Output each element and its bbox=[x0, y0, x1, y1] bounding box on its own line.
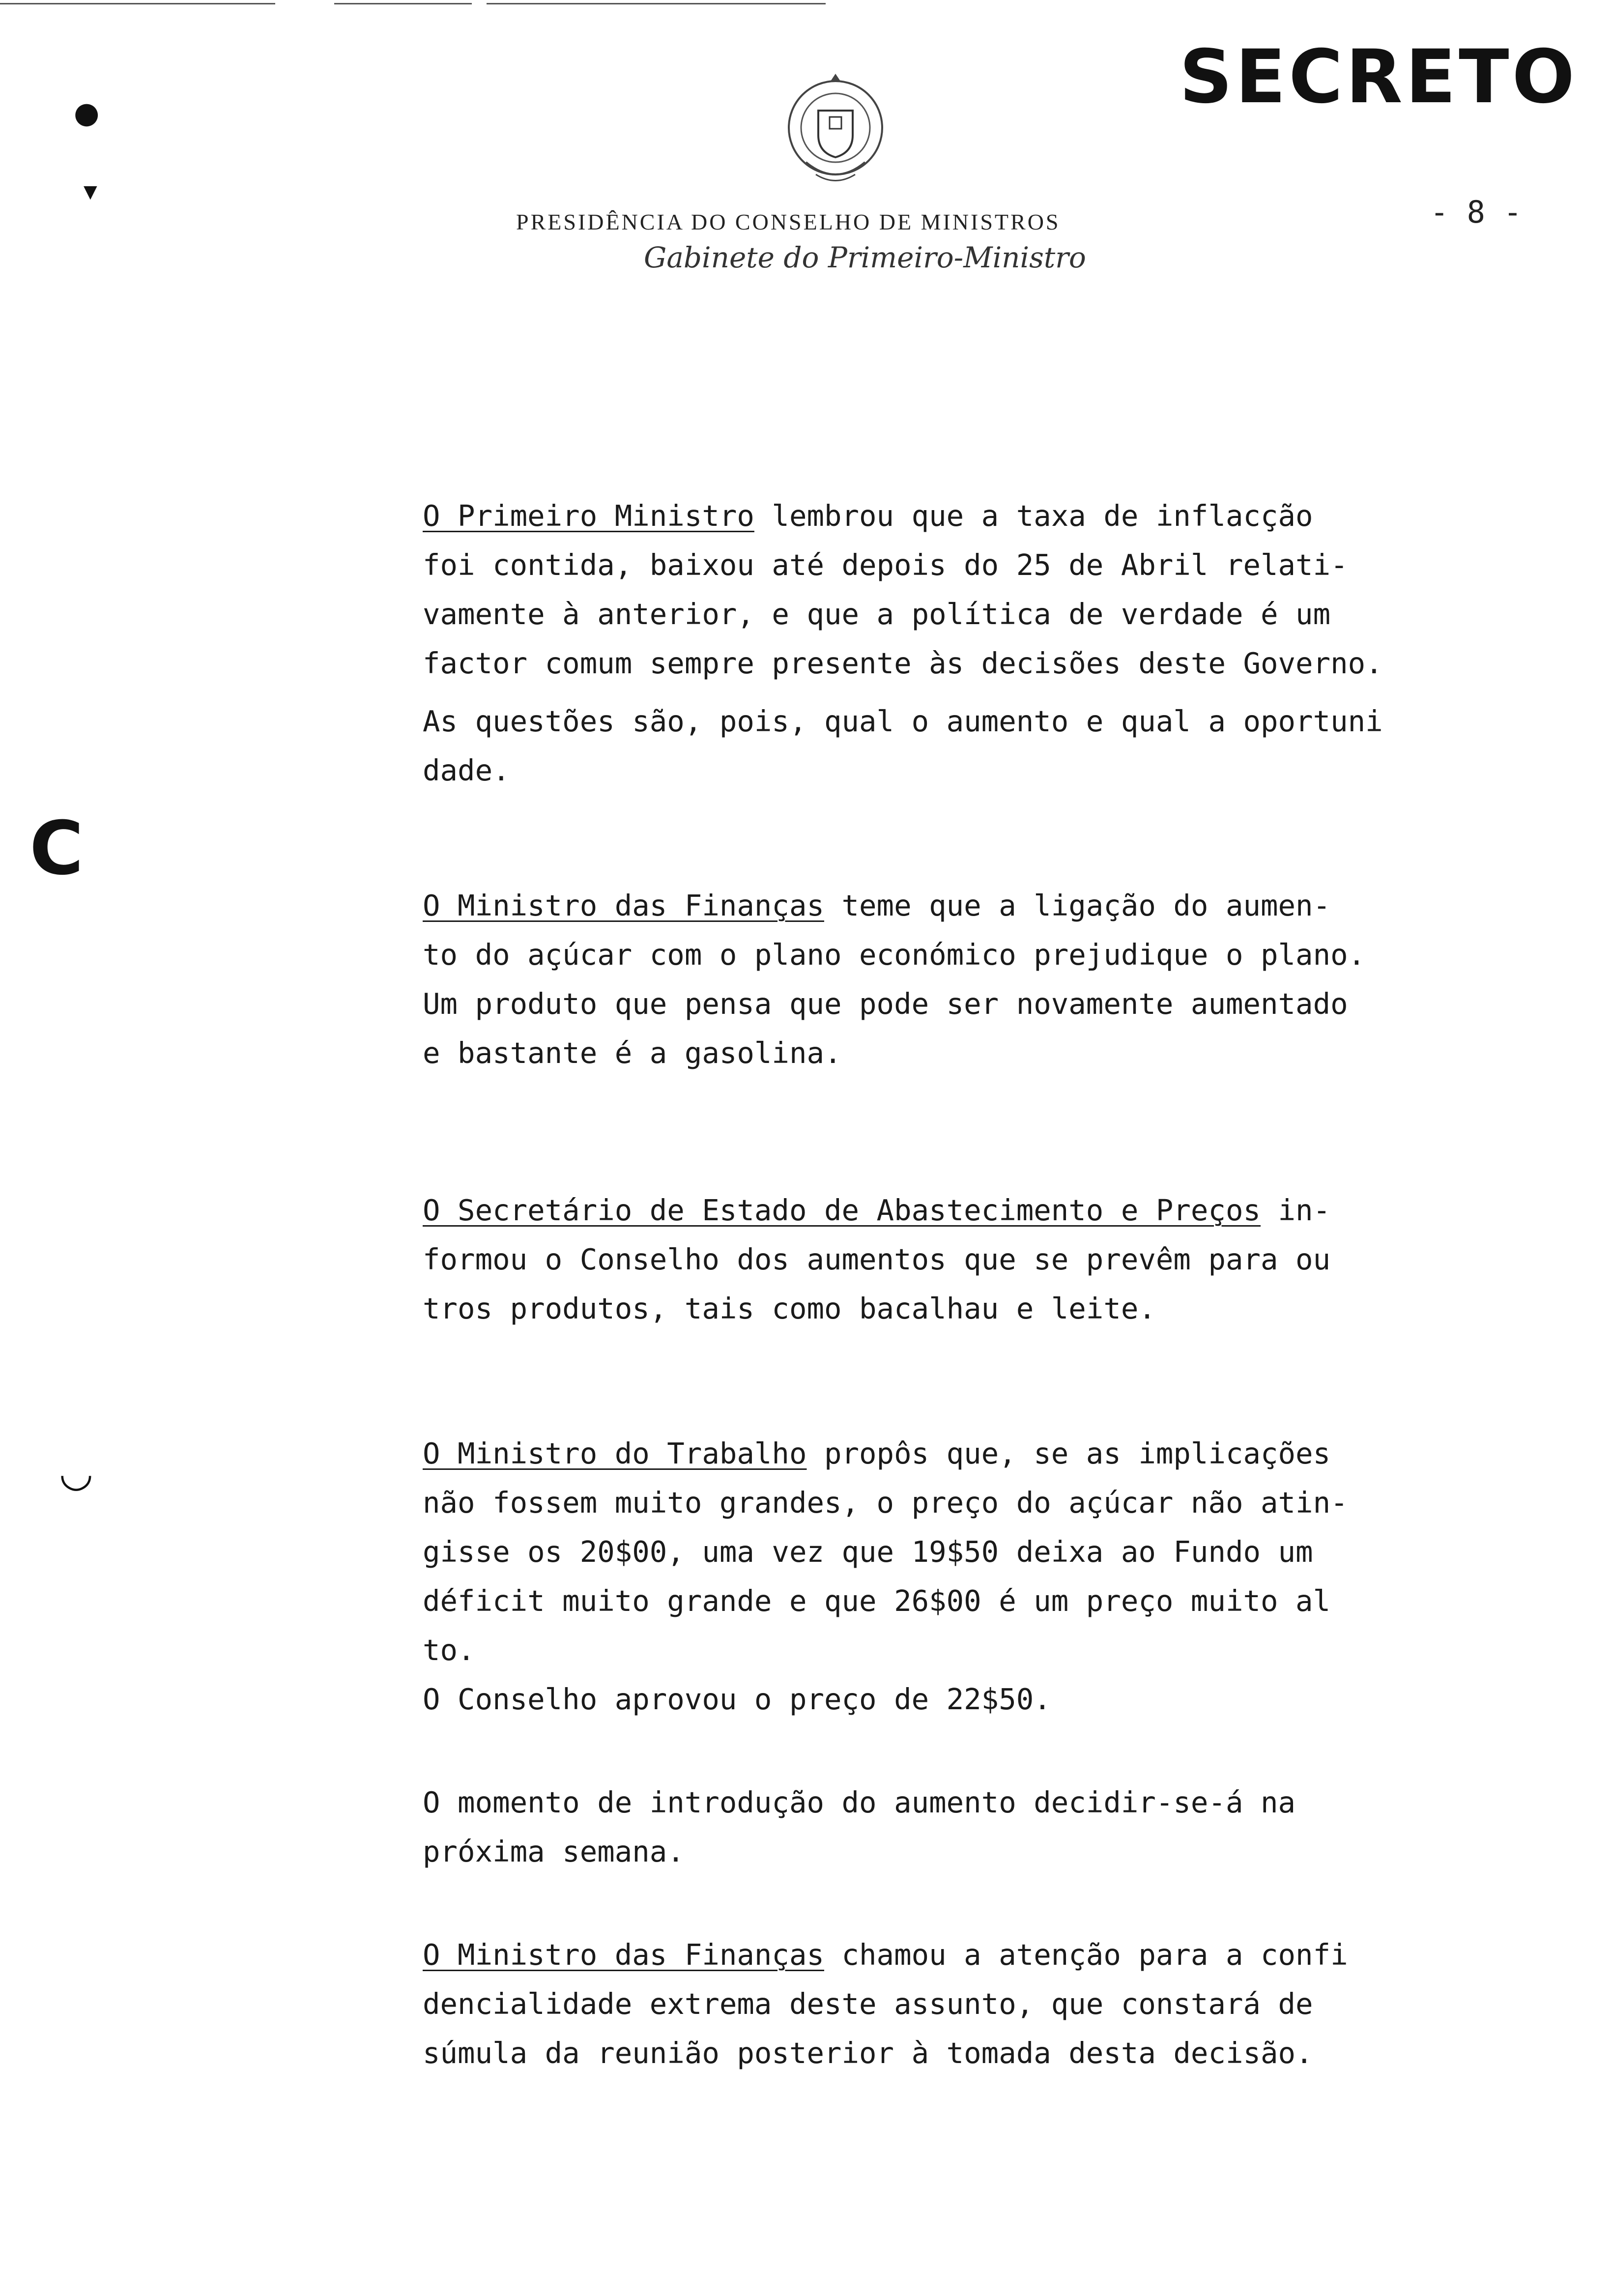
punch-mark-small: ▼ bbox=[84, 182, 97, 202]
paragraph-council-approval bbox=[423, 1675, 1533, 1724]
paragraph-confidentiality bbox=[423, 1930, 1533, 2078]
paragraph-timing bbox=[423, 1778, 1533, 1876]
speaker-name: O Ministro do Trabalho bbox=[423, 1436, 807, 1470]
speaker-name: O Secretário de Estado de Abastecimento e Preços bbox=[423, 1193, 1261, 1227]
paragraph-text: O Conselho aprovou o preço de 22$50. bbox=[423, 1682, 1051, 1716]
paragraph-text: teme que a ligação do aumen- to do açúcar com o plano económico prejudique o plano. Um produto que pensa que pode ser novamente aumentado e bastante é a gasolina. bbox=[423, 889, 1366, 1070]
paragraph-text: propôs que, se as implicações não fossem muito grandes, o preço do açúcar não atin- gisse os 20$00, uma vez que 19$50 deixa ao Fundo um déficit muito grande e que 26$00 é um preço muito al to. bbox=[423, 1436, 1348, 1667]
paragraph-questions bbox=[423, 697, 1533, 795]
top-rule-right bbox=[487, 3, 826, 4]
top-rule-mid bbox=[334, 3, 472, 4]
scan-artifact-mark: ◡ bbox=[59, 1450, 93, 1495]
paragraph-ministro-trabalho bbox=[423, 1429, 1533, 1675]
punch-mark-top: ● bbox=[74, 96, 100, 130]
speaker-name: O Ministro das Finanças bbox=[423, 1938, 824, 1972]
letterhead-title: PRESIDÊNCIA DO CONSELHO DE MINISTROS bbox=[516, 209, 1061, 234]
paragraph-text: chamou a atenção para a confi dencialidade extrema deste assunto, que constará de súmula da reunião posterior à tomada desta decisão. bbox=[423, 1938, 1348, 2070]
paragraph-text: O momento de introdução do aumento decidir-se-á na próxima semana. bbox=[423, 1785, 1296, 1868]
binder-clip-mark: C bbox=[29, 806, 84, 891]
classification-stamp: SECRETO bbox=[1179, 34, 1578, 120]
speaker-name: O Primeiro Ministro bbox=[423, 499, 754, 533]
paragraph-text: As questões são, pois, qual o aumento e qual a oportuni dade. bbox=[423, 704, 1383, 787]
page-number: - 8 - bbox=[1430, 194, 1522, 230]
paragraph-secretario-estado bbox=[423, 1186, 1533, 1333]
letterhead-subtitle: Gabinete do Primeiro-Ministro bbox=[644, 241, 1086, 274]
minutes-body bbox=[423, 491, 1533, 2078]
speaker-name: O Ministro das Finanças bbox=[423, 889, 824, 922]
paragraph-primeiro-ministro bbox=[423, 491, 1533, 688]
paragraph-ministro-financas bbox=[423, 881, 1533, 1078]
paragraph-text: lembrou que a taxa de inflacção foi contida, baixou até depois do 25 de Abril relati- vamente à anterior, e que a política de verdade é um factor comum sempre presente às decisões deste Governo. bbox=[423, 499, 1383, 680]
coat-of-arms-icon bbox=[772, 69, 899, 197]
paragraph-text: in- formou o Conselho dos aumentos que se prevêm para ou tros produtos, tais como bacalhau e leite. bbox=[423, 1193, 1331, 1325]
top-rule-left bbox=[0, 3, 275, 4]
